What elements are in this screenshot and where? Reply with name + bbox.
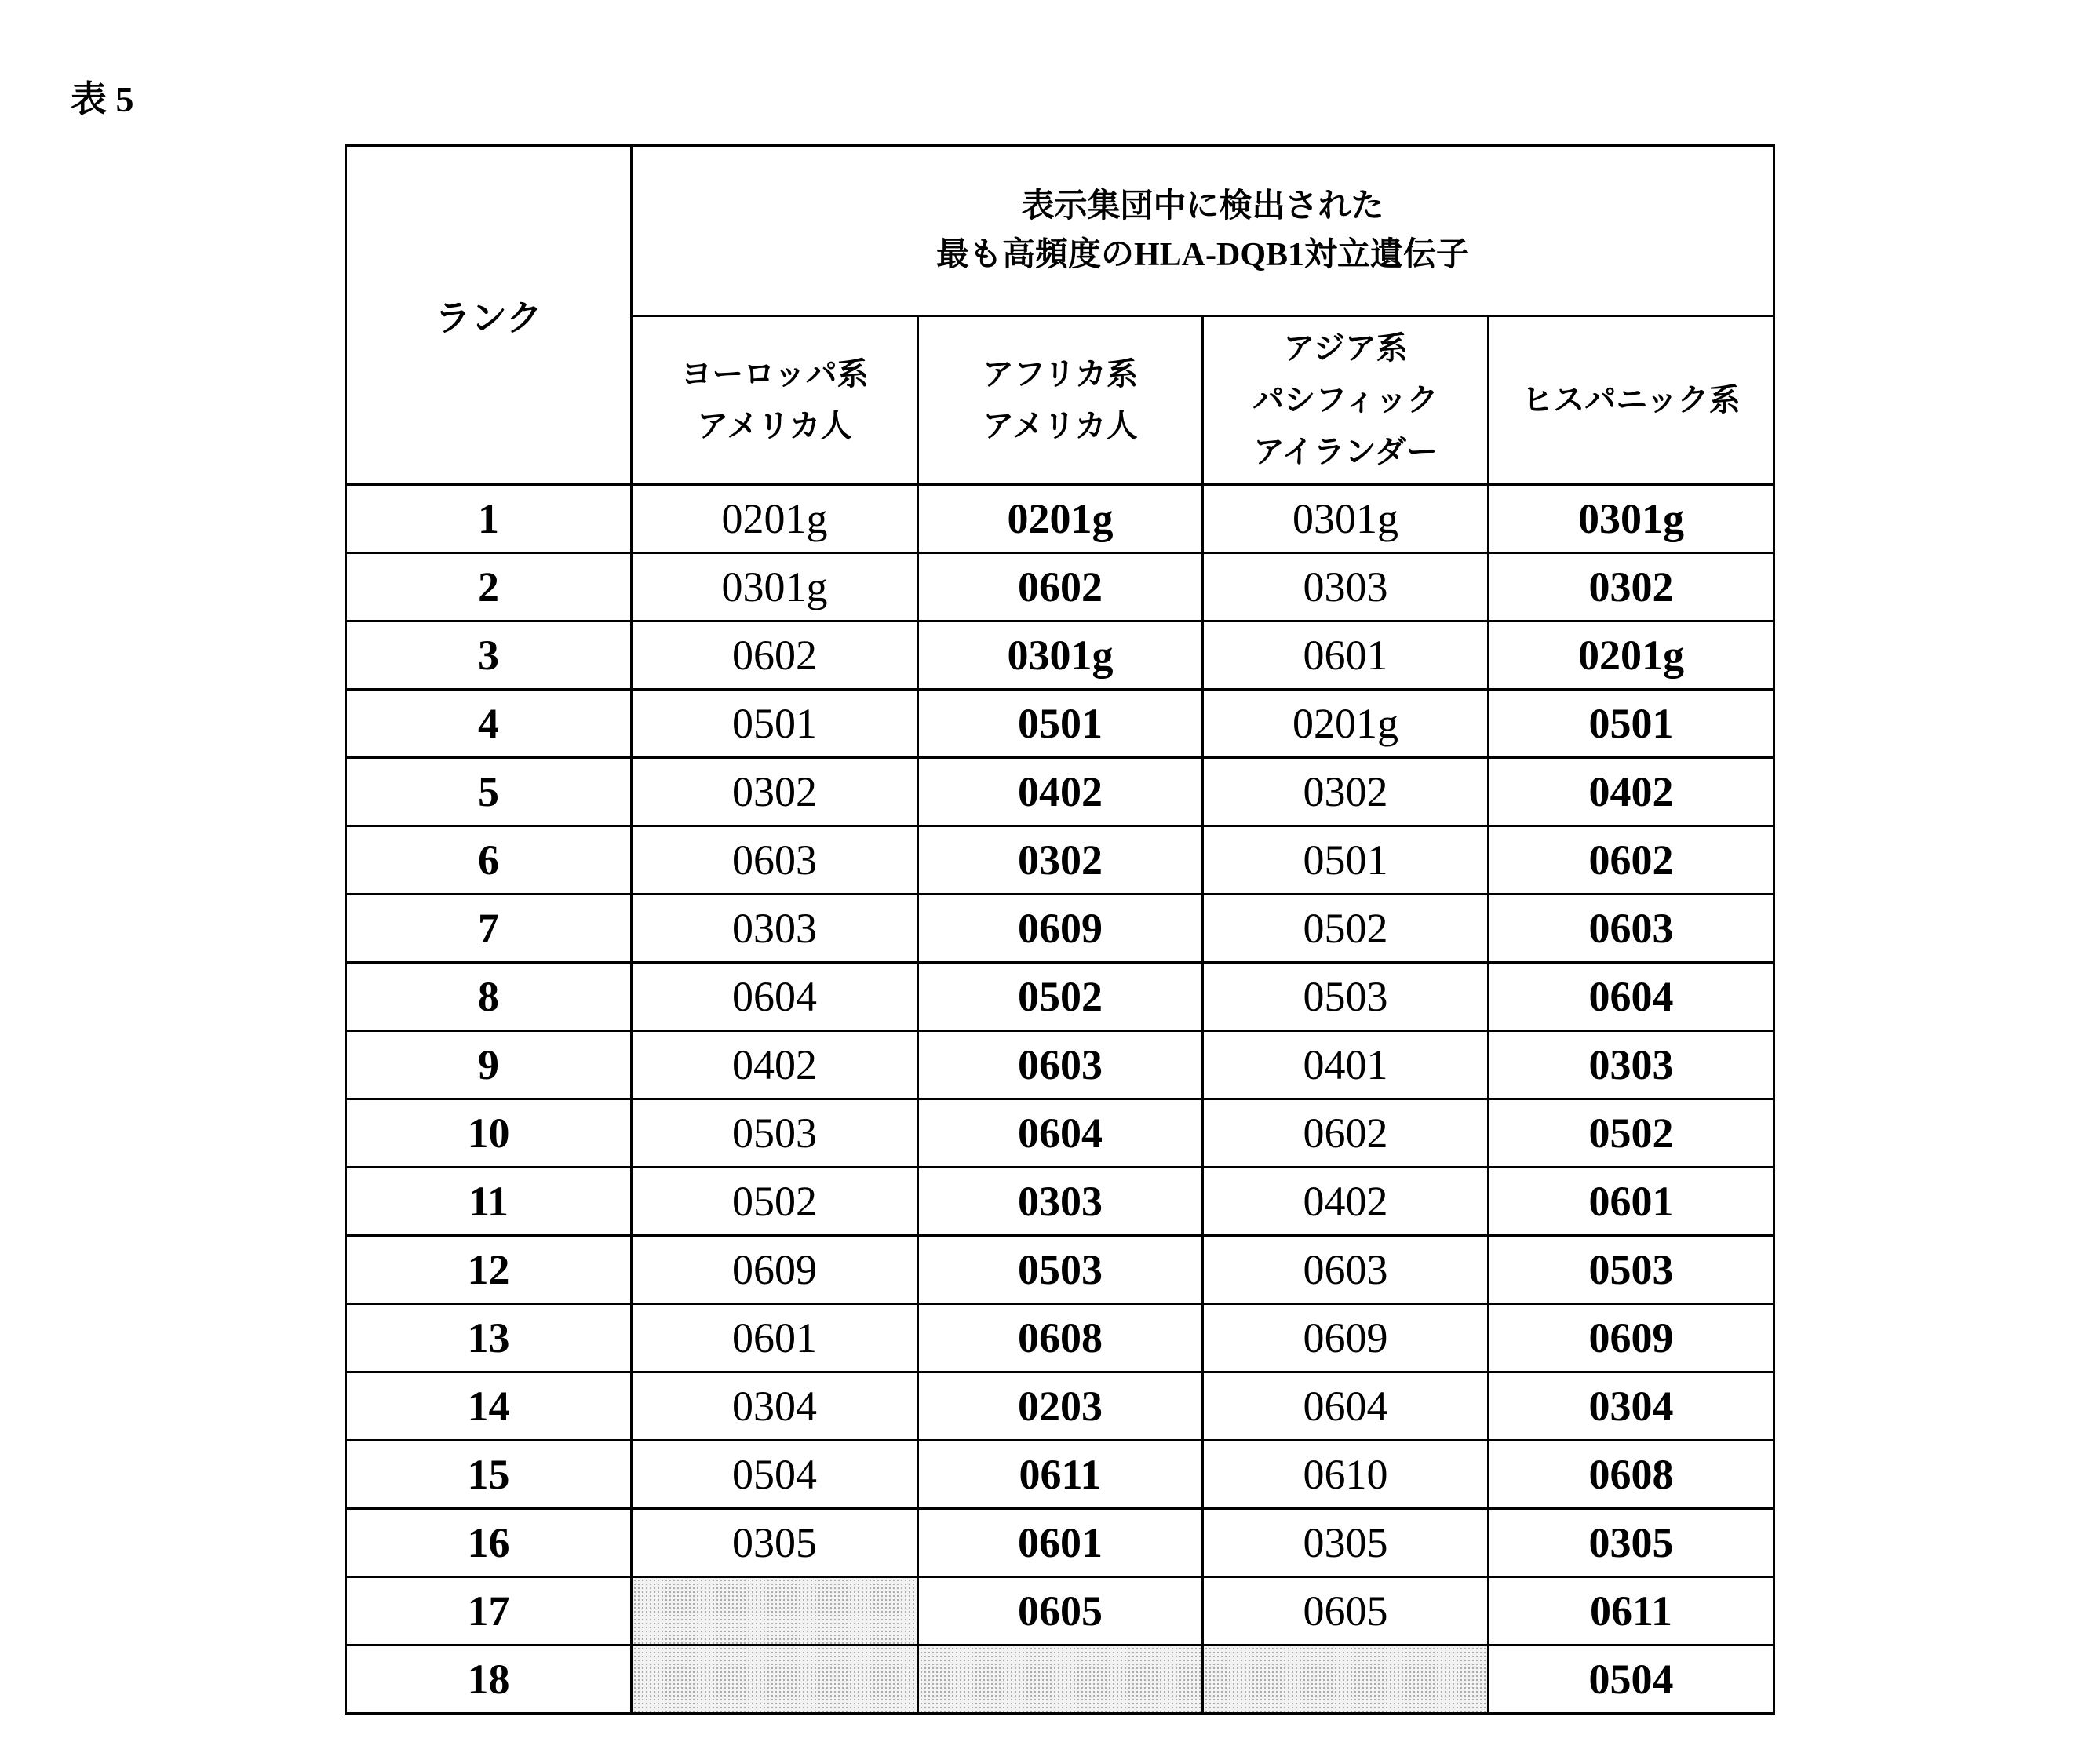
allele-cell-african-american: 0603 — [918, 1031, 1203, 1099]
group-header-line1: 表示集団中に検出された — [1021, 188, 1384, 224]
allele-cell-hispanic: 0503 — [1489, 1236, 1774, 1304]
rank-header: ランク — [346, 146, 632, 485]
allele-cell-asian-pacific-islander: 0305 — [1203, 1509, 1489, 1577]
allele-cell-european-american: 0504 — [632, 1441, 918, 1509]
table-row — [346, 758, 1774, 826]
rank-cell: 14 — [346, 1372, 632, 1441]
column-header-line: アイランダー — [1253, 434, 1438, 469]
allele-cell-asian-pacific-islander: 0610 — [1203, 1441, 1489, 1509]
allele-cell-african-american: 0301g — [918, 621, 1203, 690]
rank-cell: 18 — [346, 1645, 632, 1714]
table-row — [346, 621, 1774, 690]
allele-cell-hispanic: 0601 — [1489, 1168, 1774, 1236]
allele-cell-african-american: 0402 — [918, 758, 1203, 826]
allele-cell-asian-pacific-islander: 0602 — [1203, 1099, 1489, 1168]
allele-cell-african-american: 0503 — [918, 1236, 1203, 1304]
allele-cell-african-american: 0501 — [918, 690, 1203, 758]
table-row — [346, 1099, 1774, 1168]
allele-cell-european-american: 0302 — [632, 758, 918, 826]
allele-cell-european-american: 0501 — [632, 690, 918, 758]
allele-cell-african-american: 0611 — [918, 1441, 1203, 1509]
allele-cell-hispanic: 0501 — [1489, 690, 1774, 758]
table-row — [346, 553, 1774, 621]
rank-cell: 12 — [346, 1236, 632, 1304]
rank-cell: 7 — [346, 895, 632, 963]
column-header-african-american — [918, 316, 1203, 485]
allele-cell-hispanic: 0502 — [1489, 1099, 1774, 1168]
rank-cell: 11 — [346, 1168, 632, 1236]
column-header-line: アジア系 — [1283, 330, 1408, 366]
allele-cell-asian-pacific-islander: 0609 — [1203, 1304, 1489, 1372]
table-row — [346, 1645, 1774, 1714]
rank-cell: 17 — [346, 1577, 632, 1645]
allele-cell-asian-pacific-islander: 0501 — [1203, 826, 1489, 895]
allele-cell-asian-pacific-islander: 0604 — [1203, 1372, 1489, 1441]
table-row — [346, 1372, 1774, 1441]
column-header-line: アメリカ人 — [983, 408, 1138, 443]
table-row — [346, 1236, 1774, 1304]
column-header-line: ヒスパニック系 — [1522, 382, 1741, 417]
rank-cell: 5 — [346, 758, 632, 826]
allele-cell-hispanic: 0602 — [1489, 826, 1774, 895]
group-header-line2: 最も高頻度のHLA-DQB1対立遺伝子 — [936, 237, 1470, 273]
allele-cell-european-american: 0502 — [632, 1168, 918, 1236]
allele-cell-asian-pacific-islander: 0401 — [1203, 1031, 1489, 1099]
column-header-hispanic — [1489, 316, 1774, 485]
rank-cell: 3 — [346, 621, 632, 690]
rank-cell: 15 — [346, 1441, 632, 1509]
rank-cell: 4 — [346, 690, 632, 758]
allele-cell-african-american: 0602 — [918, 553, 1203, 621]
allele-cell-hispanic: 0611 — [1489, 1577, 1774, 1645]
column-header-line: アフリカ系 — [983, 356, 1138, 392]
table-row — [346, 1304, 1774, 1372]
allele-cell-african-american: 0609 — [918, 895, 1203, 963]
table-row — [346, 1168, 1774, 1236]
allele-cell-hispanic: 0303 — [1489, 1031, 1774, 1099]
allele-cell-european-american: 0603 — [632, 826, 918, 895]
allele-cell-asian-pacific-islander: 0301g — [1203, 485, 1489, 553]
allele-cell-hispanic: 0604 — [1489, 963, 1774, 1031]
rank-cell: 2 — [346, 553, 632, 621]
column-header-line: ヨーロッパ系 — [680, 356, 869, 392]
allele-cell-asian-pacific-islander: 0303 — [1203, 553, 1489, 621]
allele-cell-african-american: 0604 — [918, 1099, 1203, 1168]
rank-cell: 13 — [346, 1304, 632, 1372]
allele-cell-hispanic: 0305 — [1489, 1509, 1774, 1577]
allele-cell-european-american: 0303 — [632, 895, 918, 963]
table-row — [346, 1509, 1774, 1577]
column-header-line: アメリカ人 — [697, 408, 852, 443]
allele-cell-asian-pacific-islander: 0603 — [1203, 1236, 1489, 1304]
empty-shaded-cell — [1203, 1645, 1489, 1714]
allele-cell-hispanic: 0504 — [1489, 1645, 1774, 1714]
allele-cell-asian-pacific-islander: 0503 — [1203, 963, 1489, 1031]
allele-cell-asian-pacific-islander: 0601 — [1203, 621, 1489, 690]
allele-cell-hispanic: 0302 — [1489, 553, 1774, 621]
allele-cell-african-american: 0608 — [918, 1304, 1203, 1372]
allele-cell-asian-pacific-islander: 0201g — [1203, 690, 1489, 758]
empty-shaded-cell — [632, 1645, 918, 1714]
table-row — [346, 963, 1774, 1031]
allele-cell-european-american: 0201g — [632, 485, 918, 553]
allele-cell-hispanic: 0609 — [1489, 1304, 1774, 1372]
allele-cell-asian-pacific-islander: 0502 — [1203, 895, 1489, 963]
rank-cell: 9 — [346, 1031, 632, 1099]
empty-shaded-cell — [632, 1577, 918, 1645]
table-row — [346, 485, 1774, 553]
allele-cell-european-american: 0604 — [632, 963, 918, 1031]
table-row — [346, 1031, 1774, 1099]
table-row — [346, 690, 1774, 758]
group-header — [632, 146, 1774, 316]
allele-cell-european-american: 0305 — [632, 1509, 918, 1577]
allele-cell-asian-pacific-islander: 0605 — [1203, 1577, 1489, 1645]
allele-cell-european-american: 0304 — [632, 1372, 918, 1441]
allele-cell-african-american: 0203 — [918, 1372, 1203, 1441]
allele-cell-african-american: 0502 — [918, 963, 1203, 1031]
allele-cell-european-american: 0503 — [632, 1099, 918, 1168]
rank-cell: 6 — [346, 826, 632, 895]
allele-cell-hispanic: 0301g — [1489, 485, 1774, 553]
allele-cell-european-american: 0402 — [632, 1031, 918, 1099]
allele-cell-hispanic: 0201g — [1489, 621, 1774, 690]
column-header-european-american — [632, 316, 918, 485]
allele-cell-african-american: 0601 — [918, 1509, 1203, 1577]
empty-shaded-cell — [918, 1645, 1203, 1714]
table-row — [346, 1577, 1774, 1645]
allele-cell-hispanic: 0608 — [1489, 1441, 1774, 1509]
rank-cell: 1 — [346, 485, 632, 553]
table-body — [346, 485, 1774, 1714]
allele-cell-european-american: 0609 — [632, 1236, 918, 1304]
allele-cell-african-american: 0303 — [918, 1168, 1203, 1236]
table-caption: 表 5 — [71, 79, 134, 119]
column-header-asian-pacific-islander — [1203, 316, 1489, 485]
table-row — [346, 826, 1774, 895]
allele-cell-asian-pacific-islander: 0302 — [1203, 758, 1489, 826]
allele-cell-european-american: 0301g — [632, 553, 918, 621]
allele-cell-african-american: 0302 — [918, 826, 1203, 895]
rank-cell: 8 — [346, 963, 632, 1031]
allele-cell-hispanic: 0402 — [1489, 758, 1774, 826]
rank-cell: 10 — [346, 1099, 632, 1168]
rank-cell: 16 — [346, 1509, 632, 1577]
allele-cell-african-american: 0605 — [918, 1577, 1203, 1645]
allele-cell-european-american: 0602 — [632, 621, 918, 690]
table-row — [346, 1441, 1774, 1509]
allele-cell-european-american: 0601 — [632, 1304, 918, 1372]
allele-cell-hispanic: 0304 — [1489, 1372, 1774, 1441]
allele-cell-african-american: 0201g — [918, 485, 1203, 553]
hla-dqb1-allele-table — [345, 144, 1775, 1715]
column-header-line: パシフィック — [1252, 382, 1438, 417]
allele-cell-asian-pacific-islander: 0402 — [1203, 1168, 1489, 1236]
table-row — [346, 895, 1774, 963]
allele-cell-hispanic: 0603 — [1489, 895, 1774, 963]
